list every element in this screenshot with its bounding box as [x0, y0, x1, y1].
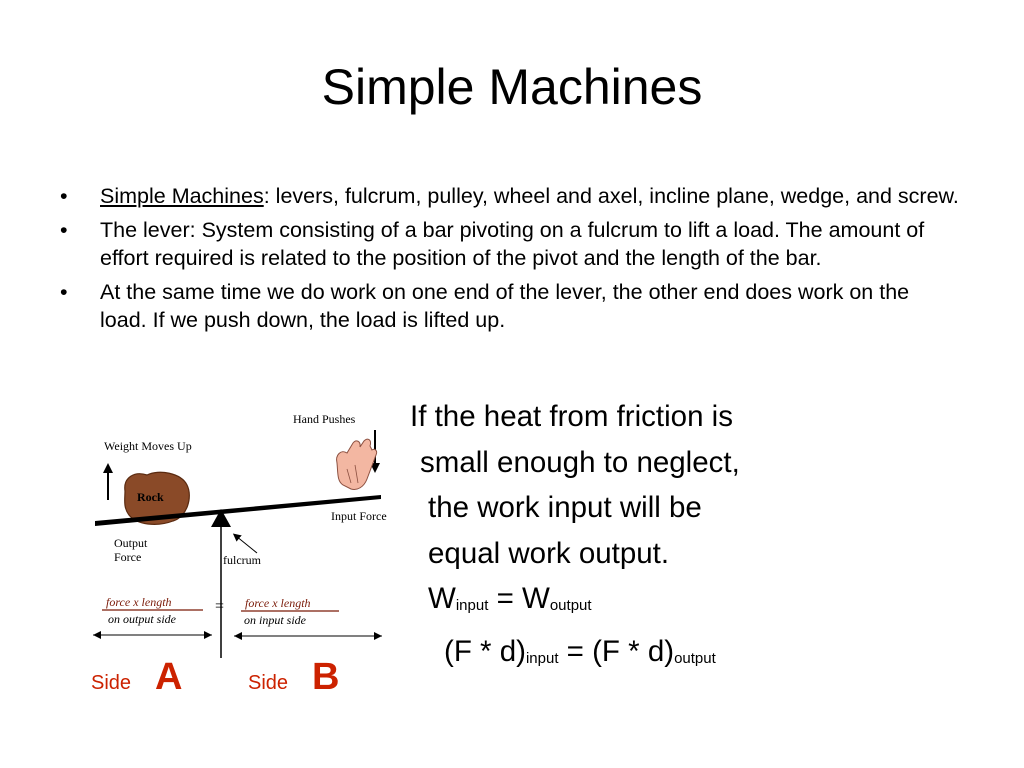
- eq-sub-output: output: [674, 649, 716, 667]
- fulcrum-label: fulcrum: [223, 553, 261, 567]
- force-distance-equation: [410, 629, 830, 682]
- eq-left: (F * d): [444, 634, 526, 668]
- bullet-item: [56, 278, 961, 334]
- eq-sub-output: output: [549, 597, 592, 614]
- slide-title: Simple Machines: [321, 59, 703, 115]
- eq-sub-input: input: [455, 597, 489, 614]
- formula-equals: =: [215, 598, 225, 615]
- bullet-item: [56, 182, 961, 210]
- hand-pushes-label: Hand Pushes: [293, 412, 356, 426]
- weight-moves-up-label: Weight Moves Up: [104, 439, 192, 453]
- bullet-text: : levers, fulcrum, pulley, wheel and axel, incline plane, wedge, and screw.: [263, 184, 959, 208]
- bullet-item: [56, 216, 961, 272]
- right-formula-bottom: on input side: [244, 613, 306, 627]
- text-line: If the heat from friction is: [410, 400, 733, 433]
- side-a-letter: A: [155, 656, 183, 698]
- hand-icon: [337, 439, 377, 489]
- fulcrum-pointer: [236, 536, 257, 553]
- rock-label: Rock: [137, 490, 164, 504]
- eq-mid: = W: [488, 582, 550, 615]
- bullet-lead: Simple Machines: [100, 184, 264, 208]
- text-line: equal work output.: [428, 536, 670, 570]
- eq-mid: = (F * d): [558, 634, 675, 668]
- weight-up-arrowhead: [103, 463, 113, 473]
- bullet-text: The lever: System consisting of a bar pivoting on a fulcrum to lift a load. The amount of effort required is related to the position of the pivot and the length of the bar.: [100, 218, 925, 270]
- left-formula-bottom: on output side: [108, 612, 176, 626]
- work-equation-text: [410, 394, 830, 681]
- lever-diagram: [85, 403, 410, 698]
- bullet-list: [56, 182, 961, 340]
- bullet-text: At the same time we do work on one end of the lever, the other end does work on the load. If we push down, the load is lifted up.: [100, 280, 910, 332]
- output-force-label-2: Force: [114, 550, 142, 564]
- text-line: the work input will be: [428, 491, 702, 524]
- input-force-label: Input Force: [331, 509, 387, 523]
- side-b-letter: B: [312, 656, 340, 698]
- work-equation: [410, 576, 830, 629]
- side-a-word: Side: [91, 672, 132, 694]
- text-line: small enough to neglect,: [420, 445, 740, 479]
- eq-sub-input: input: [525, 649, 559, 667]
- eq-w: W: [428, 582, 456, 615]
- right-formula-top: force x length: [245, 596, 311, 610]
- output-force-label-1: Output: [114, 536, 148, 550]
- side-b-word: Side: [248, 672, 289, 694]
- left-formula-top: force x length: [106, 595, 172, 609]
